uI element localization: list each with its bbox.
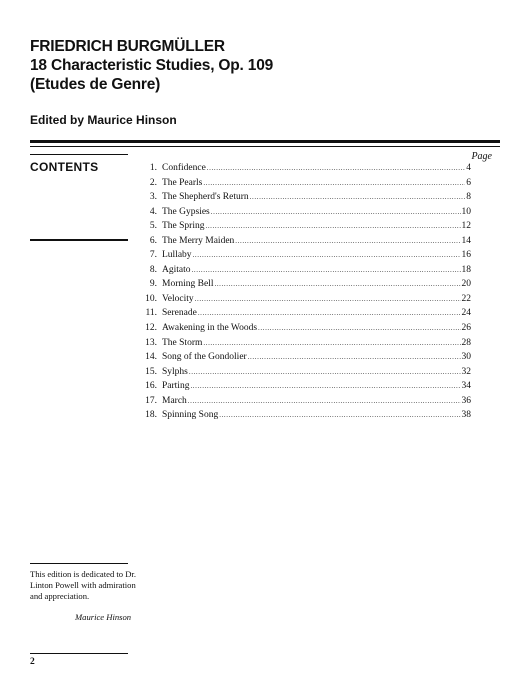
toc-entry-page: 6 [466,177,471,188]
toc-entry-number: 16. [145,381,157,392]
toc-entry [137,192,471,207]
toc-entry-page: 28 [461,337,471,348]
toc-dot-leader [188,396,461,406]
toc-entry-number: 11. [145,308,157,319]
toc-entry-title: The Gypsies [162,206,210,217]
toc-entry [137,381,471,396]
toc-dot-leader [203,178,465,188]
page-number: 2 [30,657,35,667]
toc-entry-title: Agitato [162,264,191,275]
toc-dot-leader [205,221,460,231]
toc-dot-leader [248,352,461,362]
toc-entry-title: The Storm [162,337,203,348]
toc-entry-page: 14 [461,235,471,246]
toc-entry-number: 14. [145,352,157,363]
dedication-text: This edition is dedicated to Dr. Linton Powell with admiration and appreciation. [30,569,136,601]
toc-dot-leader [250,192,466,202]
toc-entry [137,163,471,178]
toc-dot-leader [214,279,460,289]
toc-entry [137,396,471,411]
toc-entry [137,367,471,382]
toc-entry-page: 20 [461,279,471,290]
editor-credit: Edited by Maurice Hinson [30,113,177,127]
toc-entry [137,308,471,323]
toc-entry-number: 7. [149,250,157,261]
toc-dot-leader [193,250,461,260]
header-rule-thin [30,146,500,147]
toc-entry-number: 15. [145,366,157,377]
document-header [30,37,273,94]
toc-entry-number: 17. [145,395,157,406]
toc-entry-page: 24 [461,308,471,319]
toc-entry-page: 34 [461,381,471,392]
toc-entry [137,323,471,338]
toc-entry-page: 4 [466,163,471,173]
toc-dot-leader [195,294,461,304]
toc-entry-number: 3. [149,192,157,203]
toc-entry-title: March [162,395,187,406]
toc-dot-leader [235,236,460,246]
toc-dot-leader [219,410,460,420]
toc-entry [137,279,471,294]
toc-entry-number: 4. [149,206,157,217]
toc-entry-title: Song of the Gondolier [162,352,247,363]
toc-entry-number: 2. [149,177,157,188]
toc-entry-title: The Merry Maiden [162,235,235,246]
toc-entry-number: 12. [145,323,157,334]
toc-entry-title: Serenade [162,308,197,319]
toc-entry-number: 9. [149,279,157,290]
toc-entry-page: 10 [461,206,471,217]
toc-entry [137,207,471,222]
composer-name: FRIEDRICH BURGMÜLLER [30,38,225,55]
toc-dot-leader [207,163,465,173]
toc-entry-title: Morning Bell [162,279,214,290]
toc-entry-page: 8 [466,192,471,203]
toc-entry [137,294,471,309]
toc-entry-title: Parting [162,381,190,392]
toc-dot-leader [211,207,461,217]
toc-entry-title: The Pearls [162,177,203,188]
toc-entry-number: 10. [145,293,157,304]
toc-entry-page: 18 [461,264,471,275]
toc-entry-title: Lullaby [162,250,192,261]
toc-entry-number: 13. [145,337,157,348]
toc-entry [137,265,471,280]
toc-dot-leader [258,323,460,333]
contents-rule-top [30,154,128,155]
toc-entry-title: Awakening in the Woods [162,323,258,334]
toc-entry-title: The Shepherd's Return [162,192,249,203]
toc-entry [137,221,471,236]
toc-entry-title: The Spring [162,221,205,232]
toc-entry-number: 18. [145,410,157,421]
toc-dot-leader [198,308,461,318]
table-of-contents [137,163,471,425]
header-rule-thick [30,140,500,143]
toc-dot-leader [192,265,461,275]
work-subtitle: (Etudes de Genre) [30,76,161,93]
toc-entry-page: 16 [461,250,471,261]
toc-entry-page: 38 [461,410,471,421]
toc-dot-leader [203,338,460,348]
toc-entry [137,250,471,265]
toc-entry-page: 30 [461,352,471,363]
toc-entry-number: 5. [149,221,157,232]
toc-entry [137,236,471,251]
dedication-rule [30,563,128,564]
toc-entry-number: 8. [149,264,157,275]
work-title: 18 Characteristic Studies, Op. 109 [30,57,274,74]
toc-entry-title: Spinning Song [162,410,219,421]
toc-entry-page: 36 [461,395,471,406]
toc-entry-page: 32 [461,366,471,377]
footer-rule [30,653,128,654]
toc-entry-title: Sylphs [162,366,188,377]
contents-heading: CONTENTS [30,160,99,174]
toc-entry [137,352,471,367]
dedication-signature: Maurice Hinson [75,612,132,622]
toc-dot-leader [190,381,460,391]
page-column-label: Page [471,151,492,162]
toc-entry [137,178,471,193]
contents-rule-bottom [30,239,128,241]
toc-entry [137,410,471,425]
toc-entry-page: 12 [461,221,471,232]
toc-entry-page: 22 [461,293,471,304]
toc-entry [137,338,471,353]
toc-entry-number: 6. [149,235,157,246]
toc-entry-title: Velocity [162,293,194,304]
toc-dot-leader [189,367,461,377]
toc-entry-page: 26 [461,323,471,334]
toc-entry-title: Confidence [162,163,206,173]
toc-entry-number: 1. [149,163,157,173]
